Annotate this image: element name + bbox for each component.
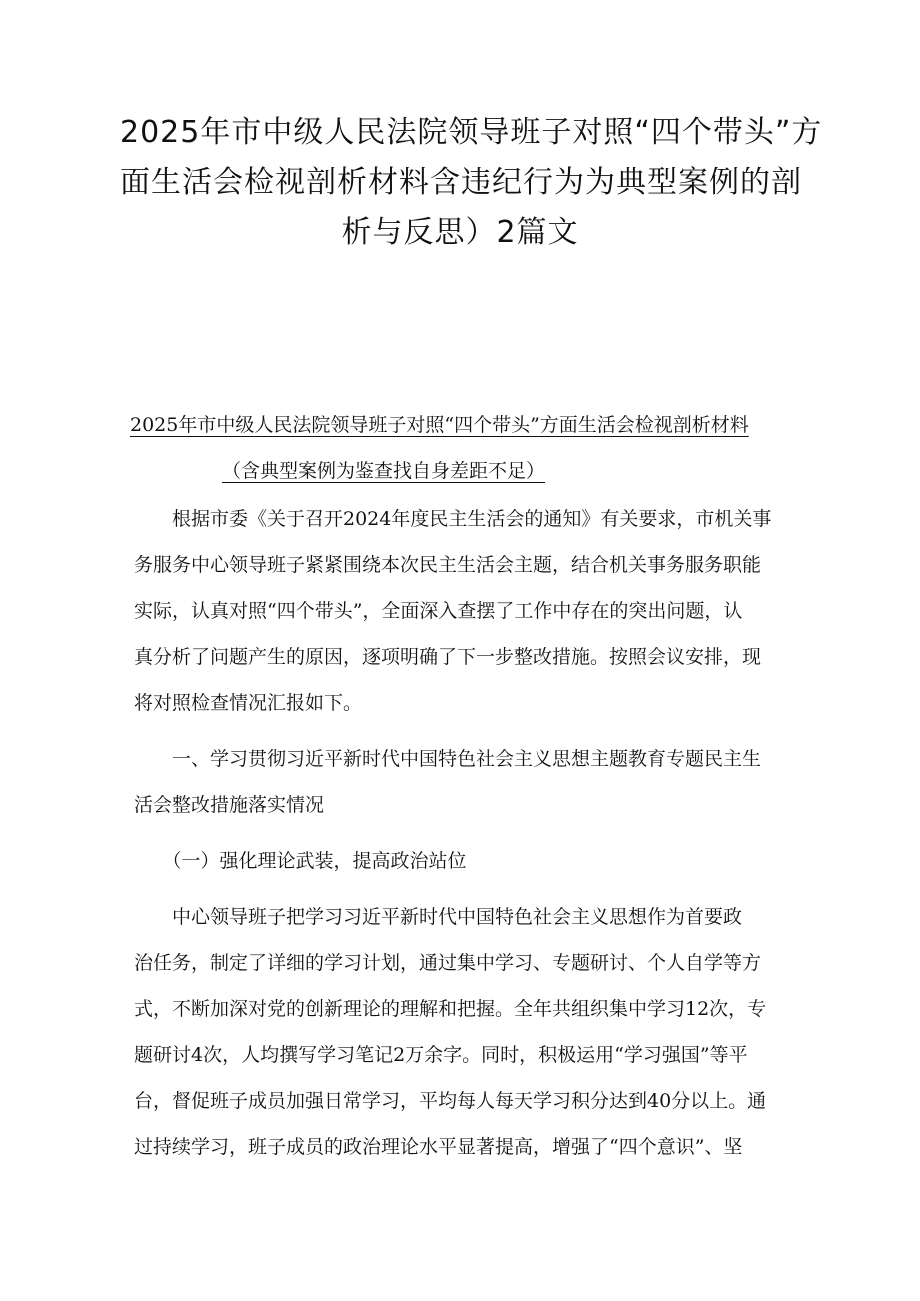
text-line: 中心领导班子把学习习近平新时代中国特色社会主义思想作为首要政 [134,906,743,928]
text-line: 过持续学习，班子成员的政治理论水平显著提高，增强了“四个意识”、坚 [134,1136,743,1158]
text-line: 治任务，制定了详细的学习计划，通过集中学习、专题研讨、个人自学等方 [134,952,762,974]
document-body [134,496,794,1170]
paragraph-study-details [134,894,794,1170]
text-line: 根据市委《关于召开2024年度民主生活会的通知》有关要求，市机关事 [134,508,772,530]
text-line: 将对照检查情况汇报如下。 [134,692,363,714]
document-title [120,108,823,258]
text-line: 真分析了问题产生的原因，逐项明确了下一步整改措施。按照会议安排，现 [134,646,762,668]
text-line: 题研讨4次，人均撰写学习笔记2万余字。同时，积极运用“学习强国”等平 [134,1044,748,1066]
text-line: 一、学习贯彻习近平新时代中国特色社会主义思想主题教育专题民主生 [134,748,762,770]
paragraph-section-one [134,736,794,828]
paragraph-subsection-one [134,838,794,884]
text-line: （一）强化理论武装，提高政治站位 [134,850,467,872]
paragraph-intro [134,496,794,726]
title-line: 面生活会检视剖析材料含违纪行为为典型案例的剖 [120,165,802,200]
text-line: 务服务中心领导班子紧紧围绕本次民主生活会主题，结合机关事务服务职能 [134,554,762,576]
title-line: 析与反思）2篇文 [341,215,579,250]
section-heading-subline: （含典型案例为鉴查找自身差距不足） [222,460,546,482]
text-line: 式，不断加深对党的创新理论的理解和把握。全年共组织集中学习12次，专 [134,998,767,1020]
text-line: 台，督促班子成员加强日常学习，平均每人每天学习积分达到40分以上。通 [134,1090,767,1112]
text-line: 活会整改措施落实情况 [134,794,325,816]
section-heading [130,402,795,494]
text-line: 实际，认真对照“四个带头”，全面深入查摆了工作中存在的突出问题，认 [134,600,743,622]
title-line: 2025年市中级人民法院领导班子对照“四个带头”方 [120,115,823,150]
section-heading-line: 2025年市中级人民法院领导班子对照“四个带头”方面生活会检视剖析材料 [130,414,749,436]
